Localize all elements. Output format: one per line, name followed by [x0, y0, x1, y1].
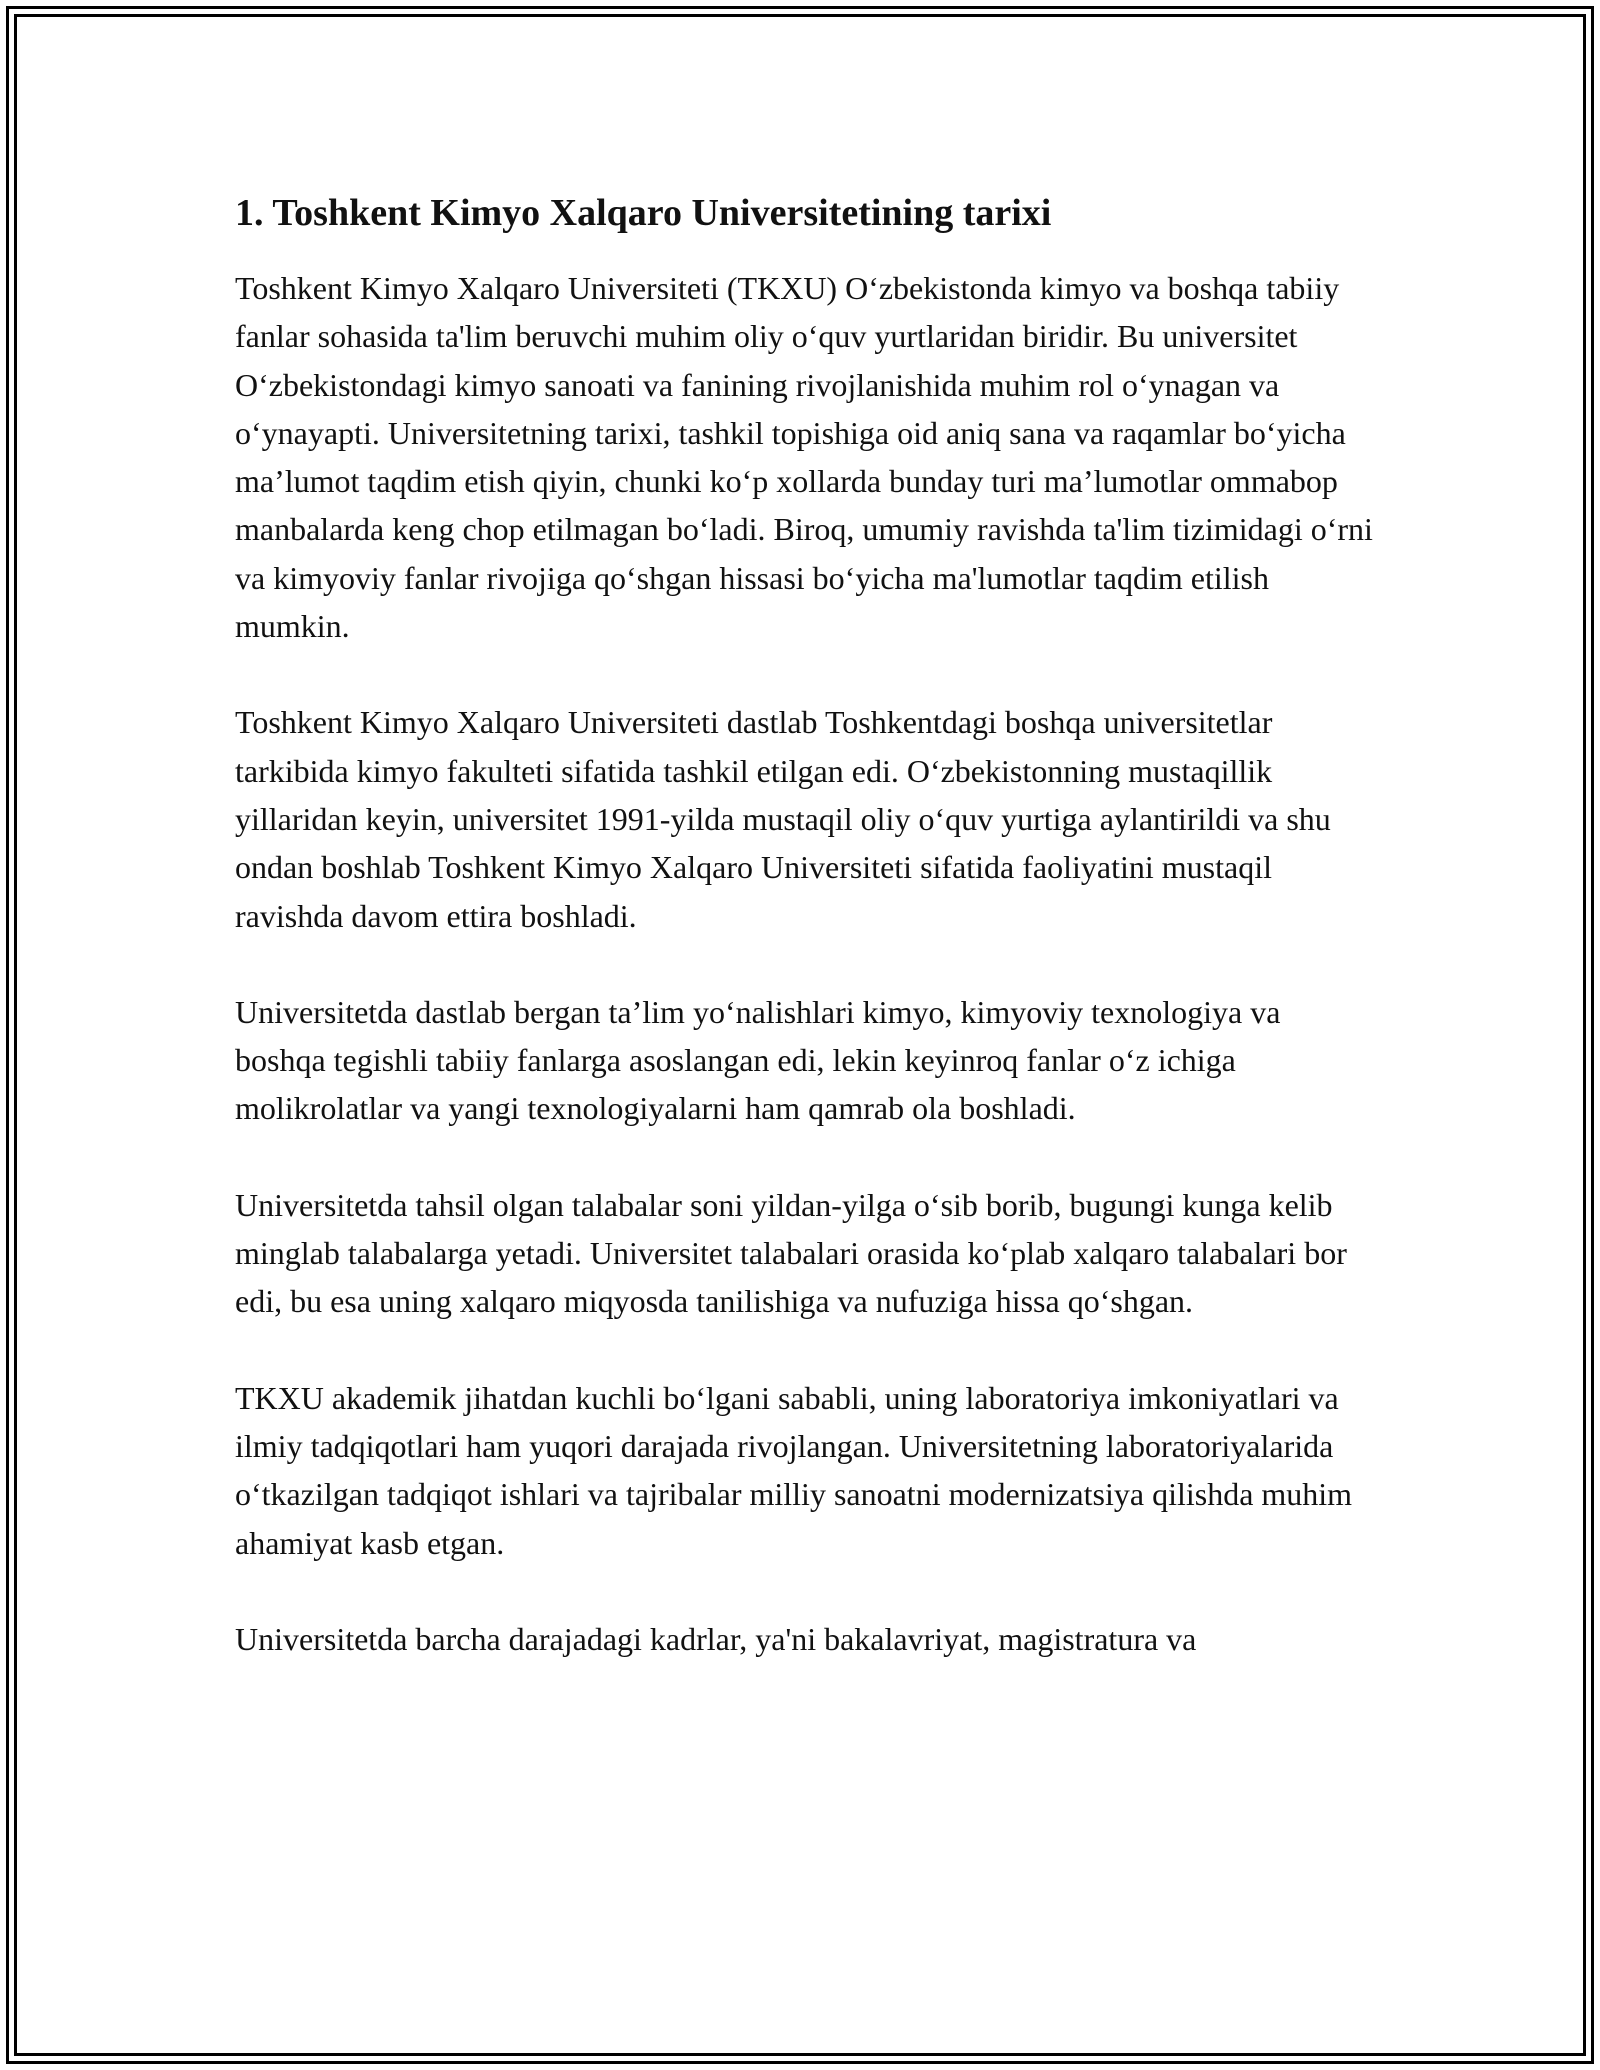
document-body	[235, 186, 1375, 1711]
paragraph-2: Toshkent Kimyo Xalqaro Universiteti dastlab Toshkentdagi boshqa universitetlar tarkibida kimyo fakulteti sifatida tashkil etilgan edi. O‘zbekistonning mustaqillik yillaridan keyin, universitet 1991-yilda mustaqil oliy o‘quv yurtiga aylantirildi va shu ondan boshlab Toshkent Kimyo Xalqaro Universiteti sifatida faoliyatini mustaqil ravishda davom ettira boshladi.	[235, 704, 1331, 934]
paragraph-1: Toshkent Kimyo Xalqaro Universiteti (TKXU) O‘zbekistonda kimyo va boshqa tabiiy fanlar sohasida ta'lim beruvchi muhim oliy o‘quv yurtlaridan biridir. Bu universitet O‘zbekistondagi kimyo sanoati va fanining rivojlanishida muhim rol o‘ynagan va o‘ynayapti. Universitetning tarixi, tashkil topishiga oid aniq sana va raqamlar bo‘yicha ma’lumot taqdim etish qiyin, chunki ko‘p xollarda bunday turi ma’lumotlar ommabop manbalarda keng chop etilmagan bo‘ladi. Biroq, umumiy ravishda ta'lim tizimidagi o‘rni va kimyoviy fanlar rivojiga qo‘shgan hissasi bo‘yicha ma'lumotlar taqdim etilish mumkin.	[235, 270, 1373, 645]
paragraph-3: Universitetda dastlab bergan ta’lim yo‘nalishlari kimyo, kimyoviy texnologiya va boshqa tegishli tabiiy fanlarga asoslangan edi, lekin keyinroq fanlar o‘z ichiga molikrolatlar va yangi texnologiyalarni ham qamrab ola boshladi.	[235, 993, 1281, 1127]
paragraph-6: Universitetda barcha darajadagi kadrlar, ya'ni bakalavriyat, magistratura va	[235, 1620, 1197, 1657]
document-heading: 1. Toshkent Kimyo Xalqaro Universitetining tarixi	[235, 192, 1052, 234]
paragraph-5: TKXU akademik jihatdan kuchli bo‘lgani sababli, uning laboratoriya imkoniyatlari va ilmiy tadqiqotlari ham yuqori darajada rivojlangan. Universitetning laboratoriyalarida o‘tkazilgan tadqiqot ishlari va tajribalar milliy sanoatni modernizatsiya qilishda muhim ahamiyat kasb etgan.	[235, 1379, 1353, 1561]
paragraph-4: Universitetda tahsil olgan talabalar soni yildan-yilga o‘sib borib, bugungi kunga kelib minglab talabalarga yetadi. Universitet talabalari orasida ko‘plab xalqaro talabalari bor edi, bu esa uning xalqaro miqyosda tanilishiga va nufuziga hissa qo‘shgan.	[235, 1186, 1347, 1320]
